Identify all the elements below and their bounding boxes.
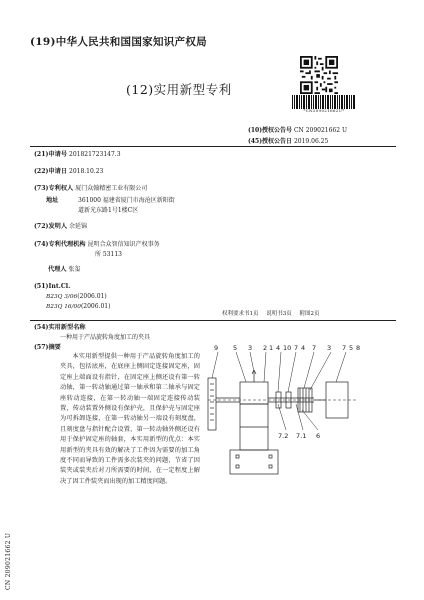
figure-label-7a: 7	[294, 344, 299, 352]
agent-label: 代理人	[48, 266, 67, 273]
application-number	[34, 150, 121, 159]
figure-label-4: 4	[276, 344, 281, 352]
application-number-label: (21)申请号	[34, 151, 68, 158]
pub-date-label: (45)授权公告日	[248, 138, 293, 145]
pub-number: CN 209021662 U	[293, 127, 348, 134]
intcl-label: (51)Int.Cl.	[34, 283, 71, 290]
application-date-value: 2018.10.23	[69, 168, 104, 175]
body-divider	[30, 320, 396, 321]
patentee	[34, 184, 147, 193]
pub-date-line	[248, 136, 328, 145]
address-label: 地址	[46, 197, 59, 204]
office-name: (19)中华人民共和国国家知识产权局	[30, 36, 207, 48]
header-divider	[30, 146, 396, 147]
agency-line-2: 所 53113	[95, 251, 122, 258]
technical-drawing	[206, 338, 402, 488]
figure-label-1: 1	[269, 344, 274, 352]
document-type: (12)实用新型专利	[126, 82, 232, 97]
address-line-1: 361000 福建省厦门市海沧区新阳街	[78, 197, 175, 204]
figure-label-3: 3	[248, 344, 253, 352]
figure-label-7c: 7	[342, 344, 347, 352]
address-line-2: 道新光东路1号1楼C区	[78, 207, 139, 214]
patentee-label: (73)专利权人	[34, 185, 74, 192]
inventor-value: 余延锦	[69, 223, 88, 230]
application-date	[34, 167, 103, 176]
page-count: 权利要求书1页 说明书3页 附图2页	[222, 311, 320, 317]
figure-label-9: 9	[214, 344, 219, 352]
patentee-value: 厦门众翰精密工业有限公司	[75, 185, 148, 192]
inventor-label: (72)发明人	[34, 223, 68, 230]
abstract-text	[60, 352, 200, 487]
agent-value: 张玺	[68, 266, 81, 273]
figure-label-3b: 3	[327, 344, 332, 352]
utility-model-title: 一种用于产品旋转角度加工的夹具	[60, 334, 151, 341]
figure-label-4b: 4	[301, 344, 306, 352]
agency-line-1: 昆明合众智信知识产权事务	[87, 241, 160, 248]
application-number-value: 201821723147.3	[69, 151, 121, 158]
figure-label-6: 6	[316, 432, 321, 440]
pub-number-label: (10)授权公告号	[248, 127, 293, 134]
figure-label-7b: 7	[312, 344, 317, 352]
pub-number-line	[248, 125, 347, 134]
inventor	[34, 222, 87, 231]
agency-label: (74)专利代理机构	[34, 241, 86, 248]
intcl-class-2: B23Q 16/00(2006.01)	[46, 303, 111, 310]
qr-code	[300, 56, 338, 94]
pub-date: 2019.06.25	[293, 138, 329, 145]
figure-label-2: 2	[263, 344, 268, 352]
agency	[34, 240, 160, 249]
intcl-class-1: B23Q 3/06(2006.01)	[46, 293, 107, 300]
abstract-label: (57)摘要	[34, 344, 61, 351]
barcode-number: *CN209021662U*	[303, 108, 345, 113]
application-date-label: (22)申请日	[34, 168, 68, 175]
title-label: (54)实用新型名称	[34, 324, 86, 331]
agent	[48, 265, 81, 274]
side-publication-code: CN 209021662 U	[5, 532, 12, 590]
figure-label-5b: 5	[349, 344, 354, 352]
figure-label-10: 10	[283, 344, 292, 352]
barcode	[292, 95, 356, 109]
figure-label-7-1: 7.1	[296, 432, 307, 440]
figure-label-7-2: 7.2	[278, 432, 289, 440]
figure-label-5: 5	[233, 344, 238, 352]
figure-label-8: 8	[356, 344, 361, 352]
abstract-paragraph: 本实用新型提供一种用于产品旋转角度加工的夹具，包括底座，在底座上侧固定连接固定座，固定座上端面设有指针，在固定座上侧还设有第一转动轴，第一转动轴通过第一轴承和第二轴承与固定座转动连接，在第一转动轴一端固定连接传动装置，传动装置外侧设有保护壳，且保护壳与固定座为可拆卸连接，在第一转动轴另一端设有刻度盘，且刻度盘与指针配合设置，第一转动轴外侧还设有用于保护固定座的轴套，本实用新型的优点：本实用新型的夹具有效的解决了工件因为需要的加工角度不同而导致的工件需多次装夹的问题，节省了因装夹或装夹后对刀所需要的时间，在一定程度上解决了因工件装夹而出现的加工精度问题。	[60, 353, 200, 485]
